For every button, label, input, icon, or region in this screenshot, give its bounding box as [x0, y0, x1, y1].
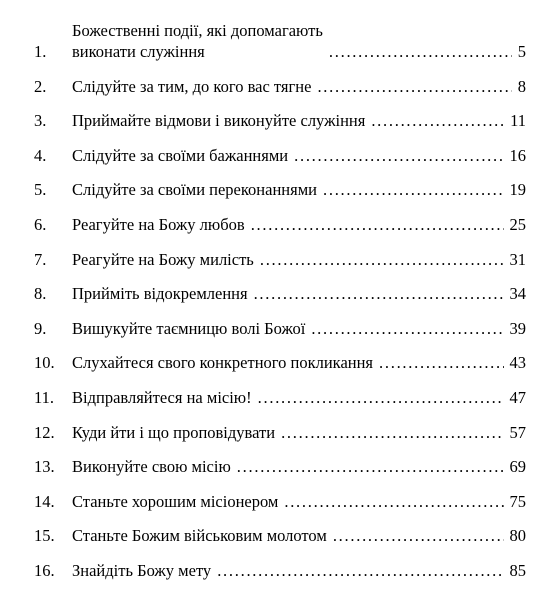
page-number: 25	[509, 214, 526, 234]
entry-title-line: Божественні події, які допомагають	[72, 21, 323, 40]
toc-entry[interactable]	[34, 97, 526, 132]
toc-entry[interactable]	[34, 166, 526, 201]
table-of-contents	[34, 8, 526, 581]
dot-leader	[260, 249, 504, 270]
dot-leader	[317, 76, 511, 97]
toc-entry[interactable]	[34, 546, 526, 581]
dot-leader	[254, 283, 504, 304]
entry-title: Відправляйтеся на місію!	[72, 387, 252, 407]
entry-title: Слідуйте за тим, до кого вас тягне	[72, 76, 312, 96]
entry-number: 1.	[34, 42, 47, 61]
entry-body	[72, 179, 526, 200]
page-number: 85	[509, 560, 526, 580]
entry-body	[72, 422, 526, 443]
entry-title: Куди йти і що проповідувати	[72, 422, 276, 442]
entry-number: 13.	[34, 457, 55, 477]
dot-leader	[284, 491, 503, 512]
entry-title: Слідуйте за своїми бажаннями	[72, 145, 289, 165]
entry-body	[72, 283, 526, 304]
toc-entry[interactable]	[34, 339, 526, 374]
entry-number: 3.	[34, 111, 47, 131]
entry-number: 7.	[34, 249, 47, 269]
page-number: 5	[517, 42, 526, 61]
entry-title: Прийміть відокремлення	[72, 284, 248, 304]
entry-number: 2.	[34, 76, 47, 96]
page-number: 39	[509, 318, 526, 338]
entry-body	[72, 525, 526, 546]
entry-body	[72, 318, 526, 339]
page-number: 69	[509, 457, 526, 477]
page-number: 31	[509, 249, 526, 269]
entry-body	[72, 214, 526, 235]
toc-entry[interactable]	[34, 512, 526, 547]
entry-title: Знайдіть Божу мету	[72, 560, 212, 580]
entry-number: 16.	[34, 560, 55, 580]
entry-title: Станьте хорошим місіонером	[72, 491, 279, 511]
entry-number: 8.	[34, 284, 47, 304]
entry-number: 9.	[34, 318, 47, 338]
dot-leader	[258, 387, 504, 408]
entry-title: Вишукуйте таємницю волі Божої	[72, 318, 306, 338]
entry-title: Реагуйте на Божу любов	[72, 214, 245, 234]
page-number: 75	[509, 491, 526, 511]
entry-number: 4.	[34, 145, 47, 165]
entry-title: Виконуйте свою місію	[72, 457, 231, 477]
toc-entry[interactable]	[34, 408, 526, 443]
entry-body	[72, 20, 526, 62]
toc-entry[interactable]	[34, 8, 526, 62]
toc-entry[interactable]	[34, 304, 526, 339]
page-number: 57	[509, 422, 526, 442]
entry-number: 12.	[34, 422, 55, 442]
entry-title	[72, 20, 323, 62]
toc-entry[interactable]	[34, 131, 526, 166]
entry-number: 11.	[34, 387, 55, 407]
page-number: 19	[509, 180, 526, 200]
dot-leader	[294, 145, 503, 166]
dot-leader	[379, 352, 503, 373]
page-number: 47	[509, 387, 526, 407]
entry-title: Приймайте відмови і виконуйте служіння	[72, 111, 366, 131]
dot-leader	[329, 41, 512, 62]
entry-body	[72, 352, 526, 373]
entry-title: Слухайтеся свого конкретного покликання	[72, 353, 374, 373]
entry-number: 15.	[34, 526, 55, 546]
dot-leader	[333, 525, 504, 546]
toc-entry[interactable]	[34, 270, 526, 305]
entry-number: 5.	[34, 180, 47, 200]
page-number: 11	[510, 111, 526, 131]
entry-body	[72, 76, 526, 97]
dot-leader	[311, 318, 503, 339]
toc-entry[interactable]	[34, 235, 526, 270]
page-number: 8	[517, 76, 526, 96]
dot-leader	[217, 560, 503, 581]
entry-body	[72, 456, 526, 477]
entry-title-line: виконати служіння	[72, 42, 205, 61]
dot-leader	[237, 456, 504, 477]
toc-entry[interactable]	[34, 443, 526, 478]
entry-body	[72, 110, 526, 131]
entry-number: 10.	[34, 353, 55, 373]
dot-leader	[371, 110, 504, 131]
page-number: 16	[509, 145, 526, 165]
entry-body	[72, 491, 526, 512]
entry-body	[72, 249, 526, 270]
dot-leader	[251, 214, 504, 235]
entry-title: Станьте Божим військовим молотом	[72, 526, 327, 546]
entry-body	[72, 145, 526, 166]
entry-body	[72, 560, 526, 581]
entry-number: 14.	[34, 491, 55, 511]
toc-entry[interactable]	[34, 62, 526, 97]
toc-entry[interactable]	[34, 477, 526, 512]
entry-body	[72, 387, 526, 408]
entry-title: Реагуйте на Божу милість	[72, 249, 254, 269]
entry-number: 6.	[34, 214, 47, 234]
toc-entry[interactable]	[34, 200, 526, 235]
toc-entry[interactable]	[34, 373, 526, 408]
page-number: 34	[509, 284, 526, 304]
dot-leader	[323, 179, 504, 200]
page-number: 43	[509, 353, 526, 373]
entry-title: Слідуйте за своїми переконаннями	[72, 180, 317, 200]
dot-leader	[281, 422, 503, 443]
page-number: 80	[509, 526, 526, 546]
